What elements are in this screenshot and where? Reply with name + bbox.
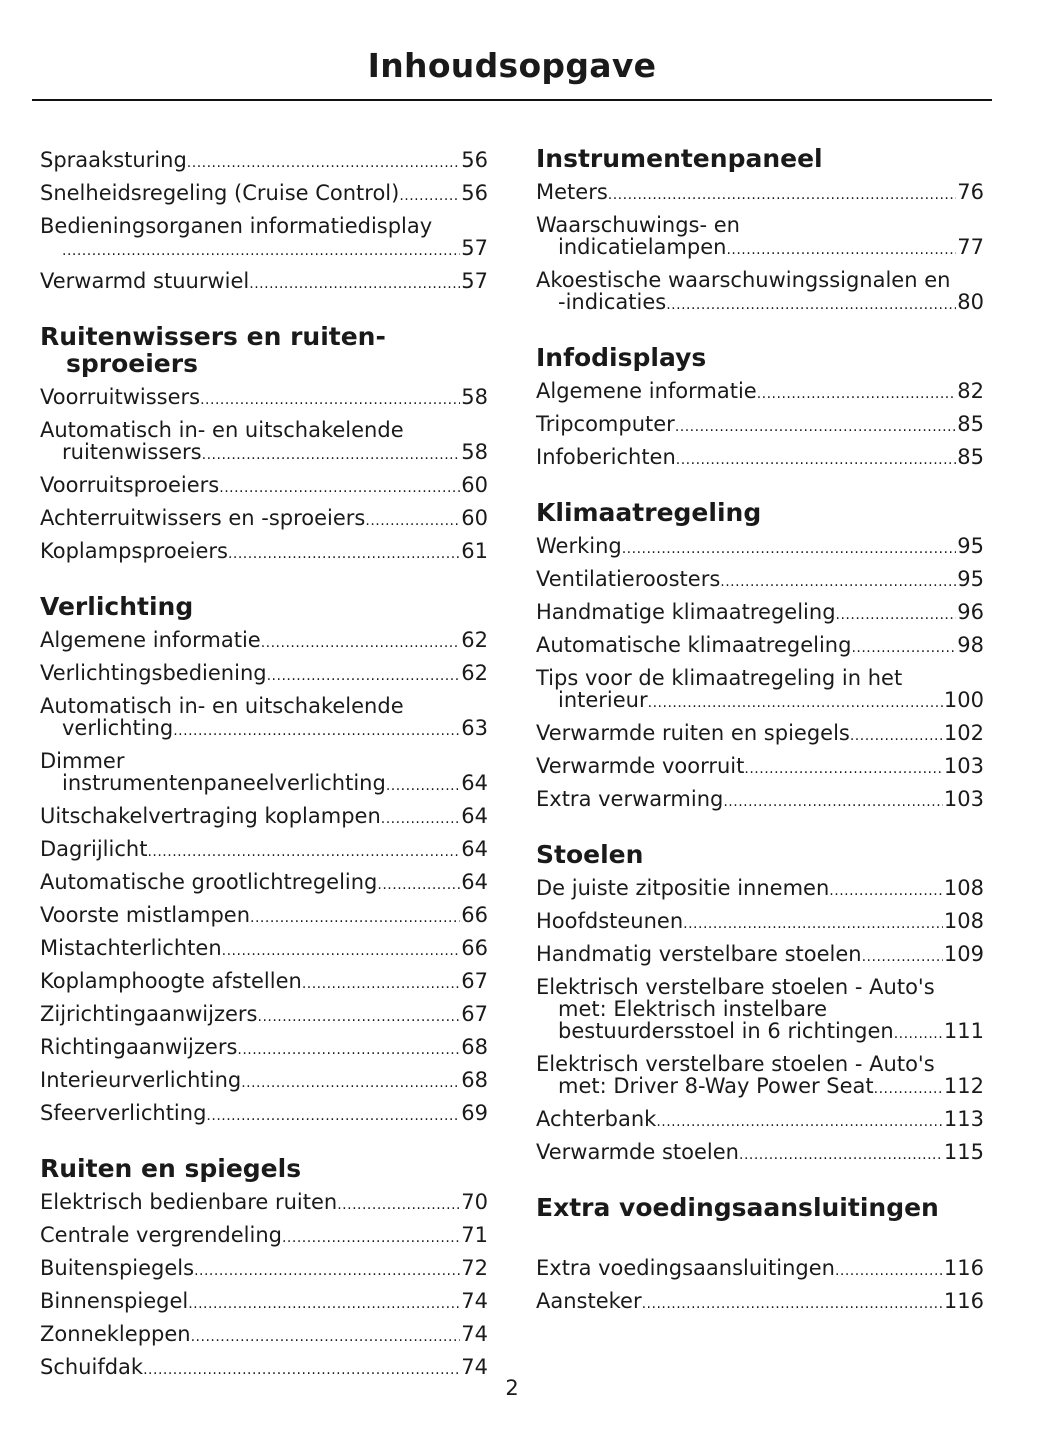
dot-leader (829, 880, 943, 902)
toc-entry-page[interactable]: 62 (461, 661, 488, 685)
toc-entry-last-line (40, 717, 488, 742)
toc-entry[interactable] (536, 972, 984, 1049)
toc-entry-page[interactable]: 113 (943, 1107, 984, 1131)
dot-leader (222, 940, 461, 962)
dot-leader (228, 543, 460, 565)
dot-leader (377, 874, 460, 896)
toc-entry[interactable] (536, 663, 984, 718)
toc-entry[interactable] (40, 999, 488, 1032)
toc-entry-last-line (536, 1141, 984, 1166)
toc-entry-page[interactable]: 64 (461, 771, 488, 795)
toc-entry-title: Schuifdak (40, 1355, 144, 1379)
dot-leader (250, 907, 460, 929)
toc-entry-page[interactable]: 68 (461, 1068, 488, 1092)
toc-entry-last-line (536, 236, 984, 261)
toc-entry-title: Automatisch in- en uitschakelende (40, 694, 404, 718)
toc-entry-title: Tips voor de klimaatregeling in het (536, 666, 903, 690)
toc-entry-title: Akoestische waarschuwingssignalen en (536, 268, 951, 292)
toc-entry-title: Automatisch in- en uitschakelende (40, 418, 404, 442)
toc-entry-title: Algemene informatie (536, 379, 757, 403)
toc-entry-last-line (40, 149, 488, 174)
toc-entry[interactable] (40, 266, 488, 299)
dot-leader (851, 637, 956, 659)
toc-entry-title: Voorruitwissers (40, 385, 201, 409)
toc-entry-page[interactable]: 108 (943, 876, 984, 900)
section-heading-line: Infodisplays (536, 343, 707, 372)
toc-entry-last-line (40, 629, 488, 654)
toc-entry[interactable] (40, 1220, 488, 1253)
toc-entry-last-line (536, 1075, 984, 1100)
section-heading-line: Klimaatregeling (536, 498, 762, 527)
toc-entry-title: Elektrisch bedienbare ruiten (40, 1190, 338, 1214)
toc-entry-last-line (536, 689, 984, 714)
toc-entry-last-line (536, 755, 984, 780)
toc-entry-title: indicatielampen (558, 235, 727, 259)
toc-entry-title: Spraaksturing (40, 148, 187, 172)
dot-leader (188, 1293, 460, 1315)
toc-entry-title: Automatische grootlichtregeling (40, 870, 378, 894)
toc-entry-page[interactable]: 58 (461, 440, 488, 464)
dot-leader (241, 1072, 460, 1094)
dot-leader (656, 1111, 943, 1133)
toc-entry-page[interactable]: 58 (461, 385, 488, 409)
toc-entry-page[interactable]: 63 (461, 716, 488, 740)
toc-entry-page[interactable]: 103 (943, 787, 984, 811)
dot-leader (622, 538, 957, 560)
toc-entry-title: Centrale vergrendeling (40, 1223, 282, 1247)
toc-entry-title: met: Elektrisch instelbare (558, 997, 828, 1021)
toc-entry-title: Voorste mistlampen (40, 903, 251, 927)
toc-entry-title: Waarschuwings- en (536, 213, 740, 237)
dot-leader (267, 665, 461, 687)
page-title: Inhoudsopgave (367, 46, 657, 85)
dot-leader (386, 775, 460, 797)
dot-leader (874, 1078, 943, 1100)
section-heading (536, 344, 984, 371)
toc-entry[interactable] (40, 966, 488, 999)
toc-entry-last-line (40, 1069, 488, 1094)
toc-entry-last-line (40, 970, 488, 995)
toc-entry-last-line (536, 1257, 984, 1282)
toc-entry-last-line (536, 601, 984, 626)
toc-entry-title: Buitenspiegels (40, 1256, 195, 1280)
toc-entry-title: bestuurdersstoel in 6 richtingen (558, 1019, 894, 1043)
dot-leader (675, 416, 956, 438)
section-heading-line: Stoelen (536, 840, 644, 869)
dot-leader (337, 1194, 460, 1216)
toc-entry-last-line (40, 937, 488, 962)
toc-entry-title: instrumentenpaneelverlichting (62, 771, 386, 795)
toc-entry-title: Zonnekleppen (40, 1322, 191, 1346)
toc-entry-title: met: Driver 8-Way Power Seat (558, 1074, 874, 1098)
toc-entry-title: Dimmer (40, 749, 125, 773)
toc-entry-page[interactable]: 111 (943, 1019, 984, 1043)
toc-left-column (40, 145, 488, 1385)
toc-entry-last-line (536, 788, 984, 813)
toc-entry-title: Meters (536, 180, 608, 204)
toc-entry-title: Hoofdsteunen (536, 909, 684, 933)
dot-leader (147, 841, 460, 863)
toc-entry-last-line (536, 535, 984, 560)
toc-entry-page[interactable]: 85 (957, 445, 984, 469)
dot-leader (62, 240, 460, 262)
section-heading (40, 323, 488, 377)
toc-right-column (536, 145, 984, 1319)
dot-leader (757, 383, 957, 405)
dot-leader (282, 1227, 460, 1249)
dot-leader (850, 725, 943, 747)
toc-entry-page[interactable]: 102 (943, 721, 984, 745)
toc-entry-title: Ventilatieroosters (536, 567, 721, 591)
toc-entry-title: interieur (558, 688, 648, 712)
toc-entry-page[interactable]: 71 (461, 1223, 488, 1247)
toc-entry-title: Mistachterlichten (40, 936, 222, 960)
toc-entry[interactable] (40, 834, 488, 867)
toc-entry-title: Extra voedingsaansluitingen (536, 1256, 835, 1280)
dot-leader (726, 239, 956, 261)
toc-entry-last-line (536, 291, 984, 316)
toc-entry-last-line (40, 386, 488, 411)
section-heading (40, 593, 488, 620)
toc-entry-page[interactable]: 70 (461, 1190, 488, 1214)
toc-entry-title: Handmatige klimaatregeling (536, 600, 836, 624)
toc-entry[interactable] (536, 564, 984, 597)
toc-entry-page[interactable]: 74 (461, 1289, 488, 1313)
toc-entry[interactable] (40, 1032, 488, 1065)
toc-entry-page[interactable]: 95 (957, 534, 984, 558)
toc-entry-page[interactable]: 64 (461, 804, 488, 828)
toc-entry[interactable] (536, 1253, 984, 1286)
toc-entry[interactable] (40, 382, 488, 415)
toc-entry[interactable] (40, 1286, 488, 1319)
toc-entry-title: Sfeerverlichting (40, 1101, 207, 1125)
toc-entry-title: Verwarmde voorruit (536, 754, 745, 778)
toc-entry-page[interactable]: 116 (943, 1289, 984, 1313)
toc-entry-title: Achterbank (536, 1107, 657, 1131)
toc-entry-title: Handmatig verstelbare stoelen (536, 942, 862, 966)
toc-entry-last-line (40, 1224, 488, 1249)
toc-entry[interactable] (40, 801, 488, 834)
toc-entry-page[interactable]: 98 (957, 633, 984, 657)
dot-leader (219, 477, 460, 499)
toc-entry[interactable] (536, 1049, 984, 1104)
toc-entry[interactable] (40, 178, 488, 211)
dot-leader (862, 946, 943, 968)
toc-entry[interactable] (40, 145, 488, 178)
toc-entry-last-line (40, 904, 488, 929)
dot-leader (739, 1144, 943, 1166)
toc-entry[interactable] (40, 746, 488, 801)
dot-leader (608, 184, 956, 206)
toc-entry-title: verlichting (62, 716, 174, 740)
toc-entry-title: Extra verwarming (536, 787, 724, 811)
dot-leader (648, 692, 943, 714)
toc-entry-page[interactable]: 64 (461, 870, 488, 894)
toc-entry-last-line (536, 1020, 984, 1045)
dot-leader (723, 791, 943, 813)
toc-entry-last-line (536, 877, 984, 902)
toc-entry-page[interactable]: 57 (461, 269, 488, 293)
toc-entry[interactable] (536, 531, 984, 564)
toc-entry[interactable] (536, 265, 984, 320)
toc-entry[interactable] (536, 939, 984, 972)
dot-leader (894, 1023, 943, 1045)
dot-leader (676, 449, 956, 471)
toc-entry-last-line (536, 1290, 984, 1315)
toc-entry-title: Algemene informatie (40, 628, 261, 652)
toc-entry[interactable] (40, 1187, 488, 1220)
toc-entry-last-line (40, 772, 488, 797)
toc-entry-title: Uitschakelvertraging koplampen (40, 804, 381, 828)
toc-entry-page[interactable]: 60 (461, 473, 488, 497)
toc-entry[interactable] (536, 1286, 984, 1319)
toc-entry[interactable] (536, 597, 984, 630)
toc-entry[interactable] (536, 442, 984, 475)
toc-entry-last-line (40, 1191, 488, 1216)
dot-leader (720, 571, 956, 593)
section-heading (536, 499, 984, 526)
toc-entry-page[interactable]: 61 (461, 539, 488, 563)
toc-entry[interactable] (40, 1319, 488, 1352)
toc-entry-page[interactable]: 116 (943, 1256, 984, 1280)
section-heading-line: Instrumentenpaneel (536, 144, 823, 173)
toc-entry-title: Infoberichten (536, 445, 676, 469)
toc-entry-last-line (40, 441, 488, 466)
toc-entry[interactable] (40, 933, 488, 966)
dot-leader (381, 808, 460, 830)
toc-entry-last-line (40, 1323, 488, 1348)
dot-leader (399, 185, 460, 207)
toc-entry-title: Tripcomputer (536, 412, 675, 436)
toc-entry-page[interactable]: 76 (957, 180, 984, 204)
toc-entry-page[interactable]: 82 (957, 379, 984, 403)
toc-entry-page[interactable]: 72 (461, 1256, 488, 1280)
toc-entry-title: Voorruitsproeiers (40, 473, 220, 497)
toc-entry[interactable] (536, 210, 984, 265)
dot-leader (191, 1326, 461, 1348)
toc-entry-last-line (40, 1102, 488, 1127)
toc-entry-last-line (40, 871, 488, 896)
toc-entry-title: Zijrichtingaanwijzers (40, 1002, 258, 1026)
toc-entry-last-line (536, 722, 984, 747)
toc-entry-last-line (536, 943, 984, 968)
toc-entry-title: Koplamphoogte afstellen (40, 969, 302, 993)
toc-entry[interactable] (40, 536, 488, 569)
toc-entry[interactable] (40, 867, 488, 900)
toc-entry-last-line (536, 413, 984, 438)
toc-entry-page[interactable]: 62 (461, 628, 488, 652)
toc-entry[interactable] (40, 658, 488, 691)
toc-entry-last-line (40, 1290, 488, 1315)
dot-leader (173, 720, 460, 742)
toc-entry-page[interactable]: 68 (461, 1035, 488, 1059)
toc-entry-last-line (40, 838, 488, 863)
toc-entry-title: Interieurverlichting (40, 1068, 242, 1092)
toc-entry-title: Bedieningsorganen informatiedisplay (40, 214, 433, 238)
toc-entry-page[interactable]: 96 (957, 600, 984, 624)
toc-entry[interactable] (536, 751, 984, 784)
toc-entry-last-line (40, 662, 488, 687)
toc-entry-last-line (40, 182, 488, 207)
toc-entry-last-line (536, 910, 984, 935)
toc-entry-last-line (40, 507, 488, 532)
toc-entry-title: Werking (536, 534, 622, 558)
section-heading-line: Extra voedingsaansluitingen (536, 1193, 939, 1222)
toc-entry-page[interactable]: 66 (461, 936, 488, 960)
toc-entry[interactable] (536, 873, 984, 906)
section-heading (40, 1155, 488, 1182)
toc-entry-page[interactable]: 80 (957, 290, 984, 314)
dot-leader (258, 1006, 461, 1028)
toc-entry[interactable] (40, 1253, 488, 1286)
toc-entry-page[interactable]: 85 (957, 412, 984, 436)
dot-leader (836, 604, 957, 626)
toc-entry-title: Verlichtingsbediening (40, 661, 267, 685)
toc-entry-title: Aansteker (536, 1289, 642, 1313)
toc-entry-last-line (536, 634, 984, 659)
toc-entry-last-line (40, 270, 488, 295)
dot-leader (249, 273, 460, 295)
toc-entry-last-line (40, 237, 488, 262)
toc-entry[interactable] (40, 503, 488, 536)
toc-entry-title: ruitenwissers (62, 440, 202, 464)
page-number: 2 (505, 1376, 519, 1400)
toc-entry-page[interactable]: 112 (943, 1074, 984, 1098)
section-heading (536, 1194, 984, 1221)
toc-entry-title: Achterruitwissers en -sproeiers (40, 506, 366, 530)
toc-entry-title: Richtingaanwijzers (40, 1035, 238, 1059)
toc-entry-page[interactable]: 67 (461, 1002, 488, 1026)
dot-leader (187, 152, 460, 174)
toc-entry-title: Elektrisch verstelbare stoelen - Auto's (536, 1052, 935, 1076)
toc-entry[interactable] (536, 1137, 984, 1170)
toc-entry-title: Verwarmde stoelen (536, 1140, 739, 1164)
toc-entry-page[interactable]: 60 (461, 506, 488, 530)
toc-entry-last-line (40, 1003, 488, 1028)
toc-entry-title: De juiste zitpositie innemen (536, 876, 830, 900)
toc-entry-page[interactable]: 56 (461, 181, 488, 205)
toc-entry-page[interactable]: 57 (461, 236, 488, 260)
toc-entry[interactable] (40, 415, 488, 470)
toc-entry-title: Automatische klimaatregeling (536, 633, 852, 657)
section-heading-line: Ruitenwissers en ruiten- (40, 322, 386, 351)
dot-leader (835, 1260, 943, 1282)
toc-entry[interactable] (40, 1065, 488, 1098)
toc-entry-page[interactable]: 100 (943, 688, 984, 712)
toc-entry[interactable] (40, 900, 488, 933)
toc-entry[interactable] (40, 1098, 488, 1131)
toc-entry[interactable] (536, 409, 984, 442)
section-heading-line: sproeiers (66, 349, 198, 378)
toc-entry-page[interactable]: 108 (943, 909, 984, 933)
section-heading (536, 145, 984, 172)
toc-entry[interactable] (40, 470, 488, 503)
toc-entry[interactable] (40, 625, 488, 658)
section-heading-line: Ruiten en spiegels (40, 1154, 302, 1183)
toc-entry[interactable] (536, 784, 984, 817)
dot-leader (194, 1260, 460, 1282)
toc-entry-page[interactable]: 56 (461, 148, 488, 172)
toc-entry-last-line (536, 446, 984, 471)
toc-entry[interactable] (536, 630, 984, 663)
toc-entry[interactable] (40, 211, 488, 266)
toc-entry[interactable] (536, 376, 984, 409)
toc-entry-title: Binnenspiegel (40, 1289, 189, 1313)
dot-leader (202, 444, 461, 466)
toc-entry-title: Snelheidsregeling (Cruise Control) (40, 181, 400, 205)
dot-leader (261, 632, 461, 654)
toc-entry-page[interactable]: 69 (461, 1101, 488, 1125)
toc-entry-page[interactable]: 103 (943, 754, 984, 778)
dot-leader (302, 973, 460, 995)
toc-entry-page[interactable]: 109 (943, 942, 984, 966)
section-heading (536, 841, 984, 868)
dot-leader (666, 294, 956, 316)
toc-entry-last-line (40, 474, 488, 499)
dot-leader (683, 913, 943, 935)
toc-entry[interactable] (536, 718, 984, 751)
toc-entry-page[interactable]: 67 (461, 969, 488, 993)
toc-entry-title: Koplampsproeiers (40, 539, 228, 563)
toc-entry[interactable] (536, 1104, 984, 1137)
toc-entry-page[interactable]: 77 (957, 235, 984, 259)
toc-entry-page[interactable]: 64 (461, 837, 488, 861)
toc-entry-last-line (40, 1036, 488, 1061)
toc-entry-last-line (536, 380, 984, 405)
toc-entry-title: -indicaties (558, 290, 667, 314)
dot-leader (642, 1293, 943, 1315)
toc-entry-page[interactable]: 74 (461, 1355, 488, 1379)
toc-entry-title: Verwarmd stuurwiel (40, 269, 250, 293)
dot-leader (365, 510, 460, 532)
dot-leader (206, 1105, 460, 1127)
toc-entry-last-line (536, 181, 984, 206)
dot-leader (744, 758, 943, 780)
toc-entry-title: Dagrijlicht (40, 837, 148, 861)
toc-entry-page[interactable]: 115 (943, 1140, 984, 1164)
toc-entry-last-line (40, 540, 488, 565)
toc-entry-title: Verwarmde ruiten en spiegels (536, 721, 850, 745)
section-heading-line: Verlichting (40, 592, 194, 621)
toc-entry[interactable] (536, 177, 984, 210)
toc-entry-last-line (536, 1108, 984, 1133)
toc-entry[interactable] (40, 691, 488, 746)
toc-entry-last-line (40, 805, 488, 830)
toc-entry-last-line (536, 568, 984, 593)
toc-entry-last-line (40, 1257, 488, 1282)
toc-entry-page[interactable]: 95 (957, 567, 984, 591)
toc-entry-page[interactable]: 66 (461, 903, 488, 927)
toc-entry[interactable] (536, 906, 984, 939)
title-divider (32, 99, 992, 101)
dot-leader (200, 389, 460, 411)
toc-entry-page[interactable]: 74 (461, 1322, 488, 1346)
toc-entry-title: Elektrisch verstelbare stoelen - Auto's (536, 975, 935, 999)
dot-leader (237, 1039, 460, 1061)
